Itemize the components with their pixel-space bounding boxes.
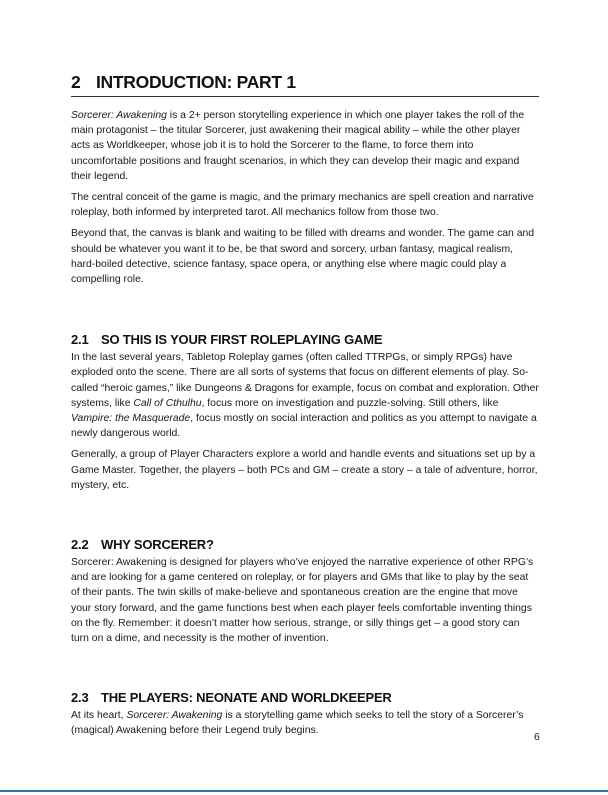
game-title-italic: Sorcerer: Awakening: [71, 110, 167, 121]
subsection-2-1-paragraph-2: Generally, a group of Player Characters explore a world and handle events and situations set up by a Game Master. Together, the players – both PCs and GM – create a story – a tale of adventure, horror, mystery, etc.: [71, 449, 538, 491]
page-number: 6: [534, 731, 540, 743]
paragraph-text: , focus more on investigation and puzzle-solving. Still others, like: [201, 397, 499, 409]
subsection-title: SO THIS IS YOUR FIRST ROLEPLAYING GAME: [101, 332, 383, 348]
subsection-heading-2-1: [71, 332, 539, 348]
paragraph-text: At its heart,: [71, 710, 127, 722]
subsection-2-1-paragraph-1: [71, 350, 539, 441]
subsection-heading-2-3: [71, 690, 539, 706]
subsection-title: WHY SORCERER?: [101, 537, 214, 553]
section-title: INTRODUCTION: PART 1: [96, 72, 296, 92]
italic-title: Call of Cthulhu: [133, 397, 202, 409]
subsection-heading-2-2: [71, 537, 539, 553]
section-heading: [71, 71, 539, 97]
subsection-number: 2.3: [71, 690, 89, 706]
italic-title: Sorcerer: Awakening: [126, 710, 223, 722]
intro-paragraph-1: [71, 108, 539, 184]
paragraph-text: , focus mostly on social interaction and politics as you attempt to navigate a newly dangerous world.: [71, 413, 537, 440]
intro-paragraph-2: The central conceit of the game is magic, and the primary mechanics are spell creation and narrative roleplay, both informed by interpreted tarot. All mechanics follow from those two.: [71, 192, 534, 219]
paragraph-text: In the last several years, Tabletop Roleplay games (often called TTRPGs, or simply RPGs) have exploded onto the scene. There are all sorts of systems that focus on different elements of play. So-called “heroic games,” like Dungeons & Dragons for example, focus on combat and exploration. Other systems, like: [71, 352, 539, 409]
italic-title: Vampire: the Masquerade: [71, 413, 191, 425]
intro-paragraph-3: Beyond that, the canvas is blank and waiting to be filled with dreams and wonder. The game can and should be whatever you want it to be, be that sword and sorcery, urban fantasy, magical realism, hard-boiled detective, science fantasy, space opera, or anything else where magic could play a compelling role.: [71, 228, 535, 286]
intro-paragraph-1-text: is a 2+ person storytelling experience in which one player takes the roll of the main protagonist – the titular Sorcerer, just awakening their magical ability – while the other player acts as Worldkeeper, whose job it is to hold the Sorcerer to the flame, to force them into uncomfortable positions and fraught scenarios, in which they can develop their magic and expand their legend.: [71, 110, 525, 182]
subsection-title: THE PLAYERS: NEONATE AND WORLDKEEPER: [101, 690, 392, 706]
section-number: 2: [71, 72, 81, 92]
subsection-number: 2.2: [71, 537, 89, 553]
page-content: [71, 71, 539, 739]
subsection-2-3-paragraph-1: [71, 708, 539, 738]
footer-rule: [0, 790, 608, 792]
subsection-2-2-paragraph-1: Sorcerer: Awakening is designed for players who’ve enjoyed the narrative experience of other RPG’s and are looking for a game centered on roleplay, or for players and GMs that like to play by the seat of their pants. The twin skills of make-believe and spontaneous creation are the engine that move your story forward, and the game functions best when each player feels comfortable inventing things on the fly. Remember: it doesn’t matter how serious, strange, or silly things get – a good story can turn on a dime, and necessity is the mother of invention.: [71, 557, 534, 645]
subsection-number: 2.1: [71, 332, 89, 348]
paragraph-text: is a storytelling game which seeks to tell the story of a Sorcerer’s (magical) Awakening before their Legend truly begins.: [71, 710, 524, 737]
